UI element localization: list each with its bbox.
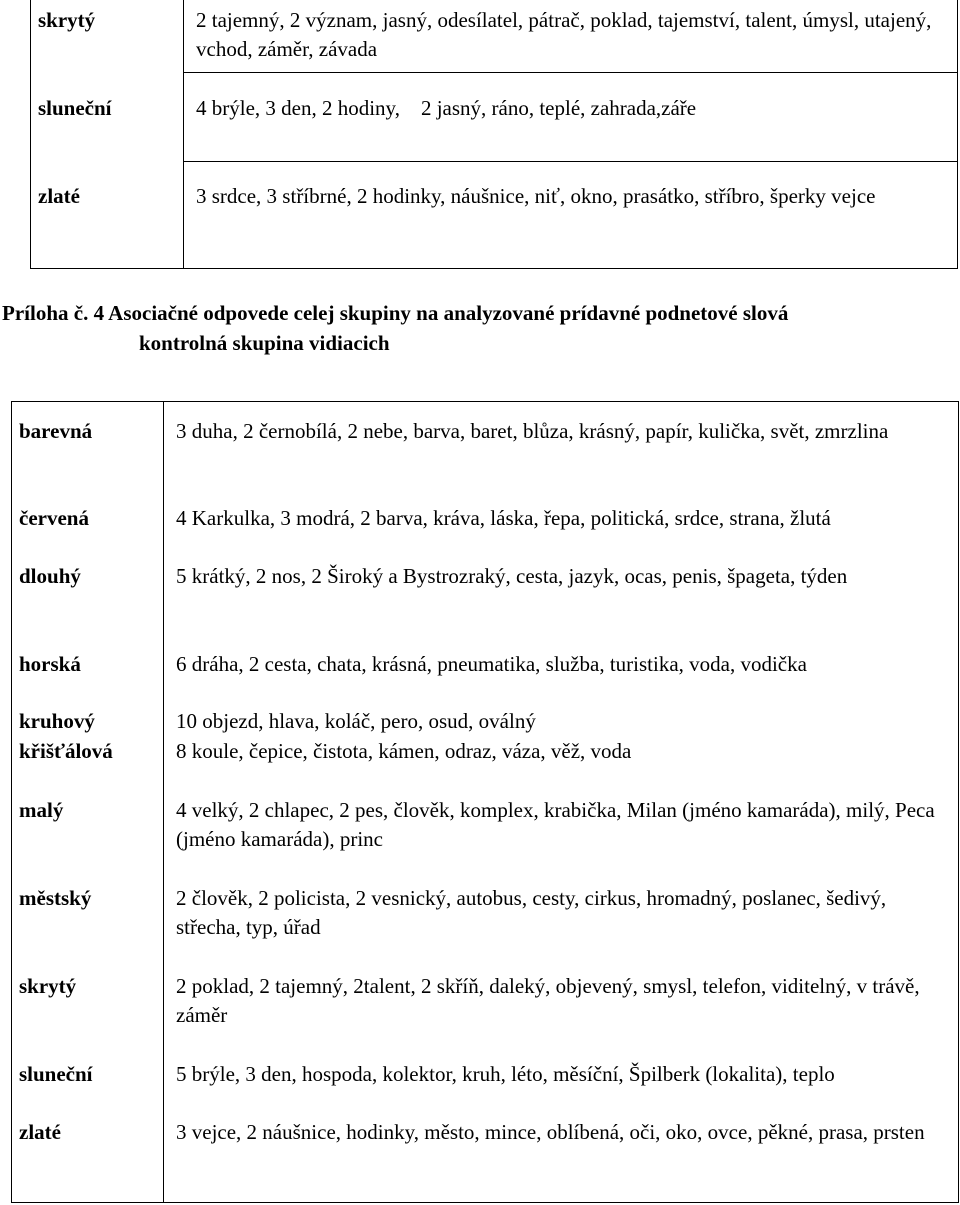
table-row-word: barevná	[19, 419, 93, 443]
table-row-word: sluneční	[19, 1062, 93, 1086]
table-row-responses: 3 srdce, 3 stříbrné, 2 hodinky, náušnice, niť, okno, prasátko, stříbro, šperky vejce	[196, 184, 876, 208]
table-row-word: skrytý	[38, 8, 96, 32]
table-row-word: červená	[19, 506, 89, 530]
table-top-row-divider	[183, 72, 958, 73]
table-row-responses: 4 brýle, 3 den, 2 hodiny, 2 jasný, ráno, teplé, zahrada,záře	[196, 96, 697, 120]
table-row-responses: 2 poklad, 2 tajemný, 2talent, 2 skříň, daleký, objevený, smysl, telefon, viditelný, v trávě, záměr	[176, 974, 920, 1027]
table-row-responses: 2 tajemný, 2 význam, jasný, odesílatel, pátrač, poklad, tajemství, talent, úmysl, utajený, vchod, záměr, závada	[196, 8, 932, 61]
table-row-responses: 10 objezd, hlava, koláč, pero, osud, oválný	[176, 709, 536, 733]
table-row-responses: 3 duha, 2 černobílá, 2 nebe, barva, baret, blůza, krásný, papír, kulička, svět, zmrzlina	[176, 419, 889, 443]
table-row-word: sluneční	[38, 96, 112, 120]
table-row-word: dlouhý	[19, 564, 81, 588]
table-row-responses: 4 velký, 2 chlapec, 2 pes, člověk, komplex, krabička, Milan (jméno kamaráda), milý, Peca (jméno kamaráda), princ	[176, 798, 935, 851]
table-row-responses: 3 vejce, 2 náušnice, hodinky, město, mince, oblíbená, oči, oko, ovce, pěkné, prasa, prsten	[176, 1120, 925, 1144]
table-row-word: kruhový	[19, 709, 95, 733]
table-row-word: zlaté	[19, 1120, 61, 1144]
table-row-word: zlaté	[38, 184, 80, 208]
table-row-responses: 4 Karkulka, 3 modrá, 2 barva, kráva, láska, řepa, politická, srdce, strana, žlutá	[176, 506, 831, 530]
table-row-responses: 5 krátký, 2 nos, 2 Široký a Bystrozraký, cesta, jazyk, ocas, penis, špageta, týden	[176, 564, 848, 588]
table-top-column-divider	[183, 0, 184, 269]
table-row-word: horská	[19, 652, 81, 676]
table-row-word: malý	[19, 798, 64, 822]
appendix-caption: Príloha č. 4 Asociačné odpovede celej skupiny na analyzované prídavné podnetové slová	[2, 301, 789, 325]
table-row-responses: 8 koule, čepice, čistota, kámen, odraz, váza, věž, voda	[176, 739, 632, 763]
table-top-row-divider	[183, 161, 958, 162]
table-main-column-divider	[163, 402, 164, 1202]
appendix-subcaption: kontrolná skupina vidiacich	[139, 331, 390, 355]
table-row-word: městský	[19, 886, 92, 910]
table-row-responses: 5 brýle, 3 den, hospoda, kolektor, kruh, léto, měsíční, Špilberk (lokalita), teplo	[176, 1062, 835, 1086]
table-row-responses: 2 člověk, 2 policista, 2 vesnický, autobus, cesty, cirkus, hromadný, poslanec, šedivý, střecha, typ, úřad	[176, 886, 887, 939]
table-row-responses: 6 dráha, 2 cesta, chata, krásná, pneumatika, služba, turistika, voda, vodička	[176, 652, 807, 676]
table-row-word: křišťálová	[19, 739, 113, 763]
table-row-word: skrytý	[19, 974, 77, 998]
